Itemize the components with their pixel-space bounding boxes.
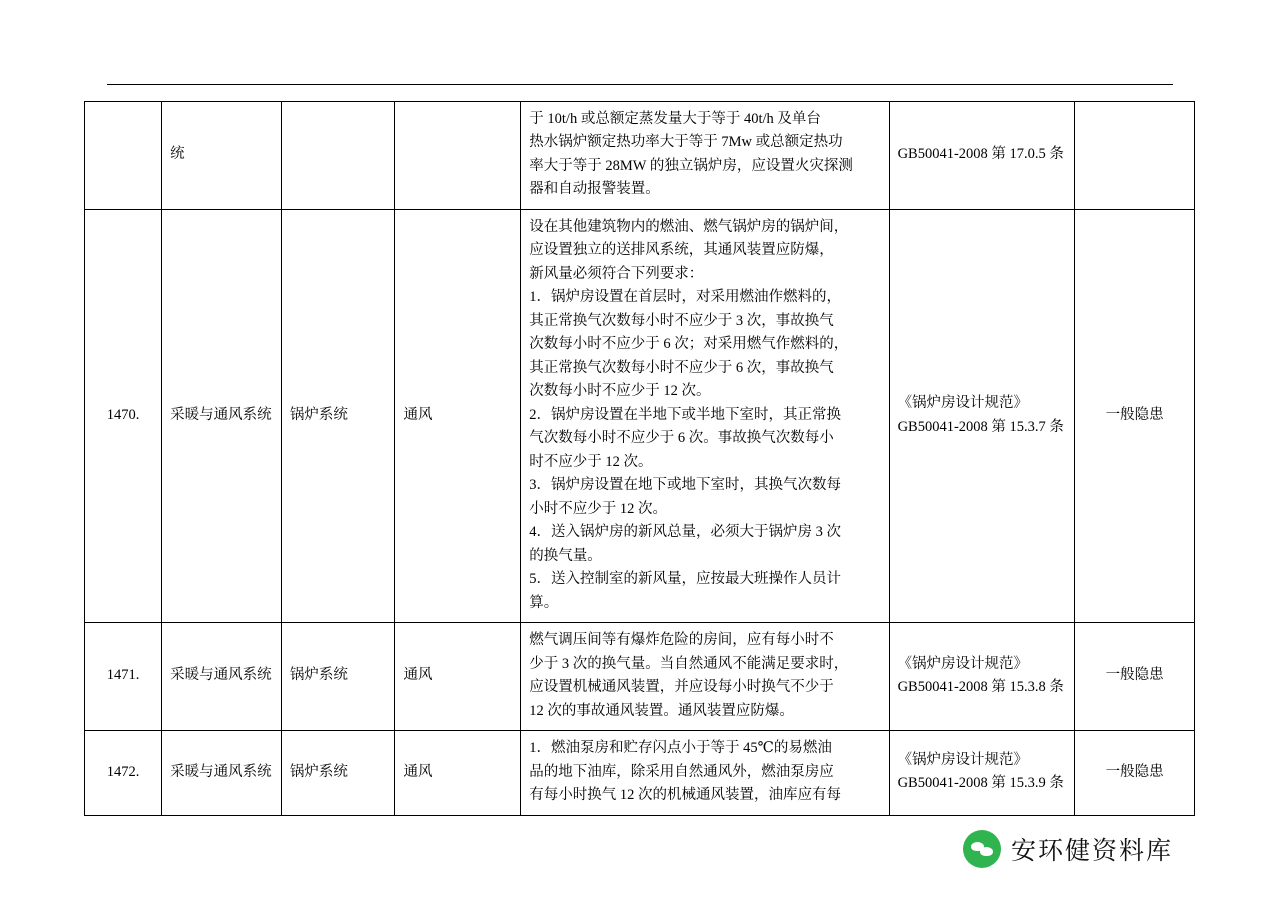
table-row xyxy=(85,209,1195,622)
cell-reference xyxy=(889,623,1075,731)
cell-level xyxy=(1075,102,1195,210)
description-line: 时不应少于 12 次。 xyxy=(529,453,653,470)
cell-reference xyxy=(889,731,1075,815)
description-line: 器和自动报警装置。 xyxy=(529,181,660,198)
hazard-table xyxy=(84,101,1195,816)
table-row xyxy=(85,731,1195,815)
cell-description xyxy=(521,102,889,210)
cell-id: 1471. xyxy=(85,623,162,731)
reference-line: 《锅炉房设计规范》 xyxy=(897,751,1029,768)
description-line: 新风量必须符合下列要求： xyxy=(529,265,704,282)
description-line: 5．送入控制室的新风量，应按最大班操作人员计 xyxy=(529,571,842,588)
description-line: 气次数每小时不应少于 6 次。事故换气次数每小 xyxy=(529,430,834,447)
description-line: 1．燃油泵房和贮存闪点小于等于 45℃的易燃油 xyxy=(529,740,832,757)
cell-level: 一般隐患 xyxy=(1075,731,1195,815)
header-rule xyxy=(107,84,1173,85)
description-line: 燃气调压间等有爆炸危险的房间，应有每小时不 xyxy=(529,632,834,649)
description-line: 其正常换气次数每小时不应少于 3 次，事故换气 xyxy=(529,312,834,329)
cell-system: 采暖与通风系统 xyxy=(162,209,282,622)
table-row xyxy=(85,623,1195,731)
cell-type: 通风 xyxy=(395,623,521,731)
wechat-official-account-icon xyxy=(963,830,1001,868)
cell-reference xyxy=(889,209,1075,622)
cell-system: 采暖与通风系统 xyxy=(162,731,282,815)
cell-id: 1470. xyxy=(85,209,162,622)
cell-type: 通风 xyxy=(395,209,521,622)
reference-line: GB50041-2008 第 15.3.9 条 xyxy=(897,775,1064,792)
description-line: 算。 xyxy=(529,594,559,611)
cell-id: 1472. xyxy=(85,731,162,815)
cell-level: 一般隐患 xyxy=(1075,209,1195,622)
description-line: 热水锅炉额定热功率大于等于 7Mw 或总额定热功 xyxy=(529,134,843,151)
description-line: 的换气量。 xyxy=(529,547,602,564)
cell-reference xyxy=(889,102,1075,210)
cell-description xyxy=(521,623,889,731)
cell-subsystem xyxy=(281,102,395,210)
brand-name: 安环健资料库 xyxy=(1011,838,1174,865)
reference-line: GB50041-2008 第 17.0.5 条 xyxy=(897,146,1064,163)
cell-subsystem: 锅炉系统 xyxy=(281,623,395,731)
reference-line: 《锅炉房设计规范》 xyxy=(897,395,1029,412)
footer-brand xyxy=(963,818,1213,880)
description-line: 4．送入锅炉房的新风总量，必须大于锅炉房 3 次 xyxy=(529,524,842,541)
description-line: 2．锅炉房设置在半地下或半地下室时，其正常换 xyxy=(529,406,842,423)
description-line: 其正常换气次数每小时不应少于 6 次，事故换气 xyxy=(529,359,834,376)
cell-system: 统 xyxy=(162,102,282,210)
description-line: 率大于等于 28MW 的独立锅炉房，应设置火灾探测 xyxy=(529,157,853,174)
description-line: 于 10t/h 或总额定蒸发量大于等于 40t/h 及单台 xyxy=(529,111,821,127)
cell-subsystem: 锅炉系统 xyxy=(281,731,395,815)
description-line: 品的地下油库，除采用自然通风外，燃油泵房应 xyxy=(529,763,834,780)
description-line: 1．锅炉房设置在首层时，对采用燃油作燃料的， xyxy=(529,289,842,306)
description-line: 少于 3 次的换气量。当自然通风不能满足要求时， xyxy=(529,655,849,672)
description-line: 小时不应少于 12 次。 xyxy=(529,500,668,517)
reference-line: GB50041-2008 第 15.3.7 条 xyxy=(897,418,1064,435)
cell-description xyxy=(521,209,889,622)
cell-level: 一般隐患 xyxy=(1075,623,1195,731)
reference-line: 《锅炉房设计规范》 xyxy=(897,655,1029,672)
description-line: 3．锅炉房设置在地下或地下室时，其换气次数每 xyxy=(529,477,842,494)
description-line: 应设置独立的送排风系统，其通风装置应防爆， xyxy=(529,242,834,259)
cell-description xyxy=(521,731,889,815)
description-line: 次数每小时不应少于 6 次；对采用燃气作燃料的， xyxy=(529,336,849,353)
description-line: 次数每小时不应少于 12 次。 xyxy=(529,383,711,400)
table-row xyxy=(85,102,1195,210)
description-line: 应设置机械通风装置，并应设每小时换气不少于 xyxy=(529,679,834,696)
cell-subsystem: 锅炉系统 xyxy=(281,209,395,622)
description-line: 设在其他建筑物内的燃油、燃气锅炉房的锅炉间， xyxy=(529,218,849,235)
cell-type xyxy=(395,102,521,210)
description-line: 有每小时换气 12 次的机械通风装置，油库应有每 xyxy=(529,787,842,804)
cell-system: 采暖与通风系统 xyxy=(162,623,282,731)
cell-type: 通风 xyxy=(395,731,521,815)
cell-id xyxy=(85,102,162,210)
description-line: 12 次的事故通风装置。通风装置应防爆。 xyxy=(529,702,794,719)
reference-line: GB50041-2008 第 15.3.8 条 xyxy=(897,679,1064,696)
